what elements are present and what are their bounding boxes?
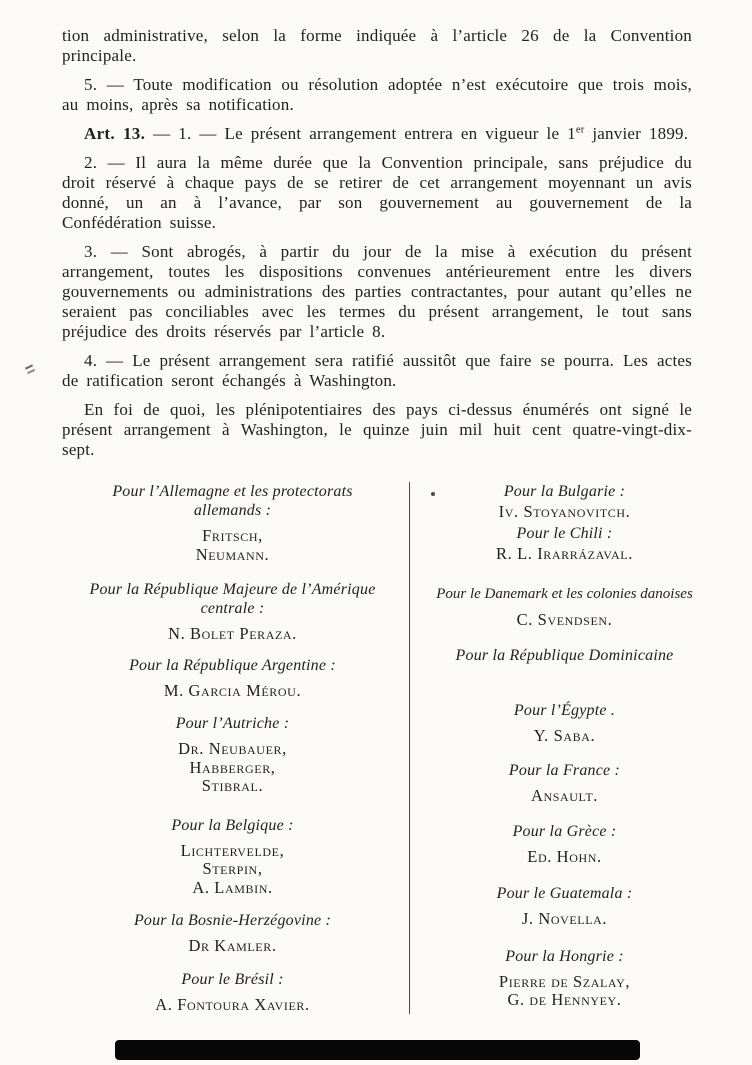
sig-country-title: Pour la Belgique : xyxy=(171,816,294,834)
sig-country-title: Pour l’Allemagne et les protectorats allemands : xyxy=(112,483,353,519)
scan-dot-artifact xyxy=(431,492,435,496)
signatory-name: Ed. Hohn. xyxy=(527,846,602,866)
sig-country-title: Pour le Brésil : xyxy=(181,970,284,988)
article-13-body: — 1. — Le présent arrangement entrera en vigueur le 1 xyxy=(145,124,576,143)
sig-group-brazil xyxy=(62,970,403,1015)
sig-country-title: Pour la Grèce : xyxy=(512,822,617,840)
sig-group-argentina xyxy=(62,656,403,701)
signatory-name: Dr. Neubauer, xyxy=(178,739,287,758)
sig-group-belgium xyxy=(62,816,403,898)
sig-country-title: Pour la Hongrie : xyxy=(505,947,624,965)
signatory-name: Dr Kamler. xyxy=(188,936,277,955)
signatory-name: A. Lambin. xyxy=(192,877,273,897)
signatory-name: N. Bolet Peraza. xyxy=(168,624,297,643)
article-13-label: Art. 13. xyxy=(84,124,146,143)
signatory-name: A. Fontoura Xavier. xyxy=(155,994,310,1014)
signatory-name: Neumann. xyxy=(195,544,270,564)
signatory-name: Sterpin, xyxy=(202,859,263,878)
sig-group-denmark xyxy=(422,585,707,630)
paragraph-en-foi-de-quoi: En foi de quoi, les plénipotentiaires des pays ci-dessus énumérés ont signé le présent arrangement à Washington, le quinze juin mil huit cent quatre-vingt-dix-sept. xyxy=(62,400,692,459)
signature-columns xyxy=(62,482,707,1014)
paragraph-article-13 xyxy=(62,124,692,144)
signatory-name: Habberger, xyxy=(189,757,276,777)
signatory-name: G. de Hennyey. xyxy=(507,990,622,1009)
text-block xyxy=(62,26,692,1014)
sig-country-title: Pour la France : xyxy=(508,762,621,779)
sig-group-chile xyxy=(422,524,707,564)
signatory-name: J. Novella. xyxy=(521,909,608,928)
sig-group-germany xyxy=(62,482,403,564)
signatory-name: R. L. Irarrázaval. xyxy=(496,543,633,563)
sig-group-guatemala xyxy=(422,884,707,929)
paragraph-clause-4: 4. — Le présent arrangement sera ratifié aussitôt que faire se pourra. Les actes de ratification seront échangés à Washington. xyxy=(62,351,692,390)
signatory-name: Lichtervelde, xyxy=(180,840,285,860)
paragraph-clause-3: 3. — Sont abrogés, à partir du jour de la mise à exécution du présent arrangement, toutes les dispositions convenues antérieurement entre les divers gouvernements ou administrations des parties contractantes, pour autant qu’elles ne seraient pas conciliables avec les termes du présent arrangement, le tout sans préjudice des droits réservés par l’article 8. xyxy=(62,242,692,341)
sig-group-austria xyxy=(62,714,403,796)
sig-group-bosnia-herzegovina xyxy=(62,911,403,956)
signatory-name: Stibral. xyxy=(201,776,264,795)
paragraph-clause-2: 2. — Il aura la même durée que la Convention principale, sans préjudice du droit réservé à chaque pays de se retirer de cet arrangement moyennant un avis donné, un an à l’avance, par son gouvernement au gouvernement de la Confédération suisse. xyxy=(62,153,692,232)
sig-group-dominican-republic xyxy=(422,646,707,665)
sig-country-title: Pour l’Autriche : xyxy=(175,715,290,732)
sig-group-central-america xyxy=(62,580,403,644)
signatory-name: C. Svendsen. xyxy=(516,610,613,629)
scan-speck-artifact xyxy=(25,364,33,369)
sig-group-greece xyxy=(422,822,707,867)
sig-group-france xyxy=(422,761,707,806)
sig-group-hungary xyxy=(422,947,707,1010)
sig-country-title: Pour la République Argentine : xyxy=(129,656,336,674)
sig-country-title: Pour la République Dominicaine xyxy=(455,646,674,664)
paragraph-clause-5: 5. — Toute modification ou résolution adoptée n’est exécutoire que trois mois, au moins, après sa notification. xyxy=(62,75,692,114)
sig-country-title: Pour la Bulgarie : xyxy=(503,483,626,500)
sig-country-title: Pour le Guatemala : xyxy=(496,885,633,902)
sig-country-title: Pour l’Égypte . xyxy=(513,701,616,719)
signatory-name: Y. Saba. xyxy=(533,725,596,745)
superscript-er: er xyxy=(575,124,585,136)
signatory-name: M. Garcia Mérou. xyxy=(163,680,302,700)
sig-country-title: Pour le Danemark et les colonies danoises xyxy=(436,586,693,602)
sig-country-title: Pour la Bosnie-Herzégovine : xyxy=(133,912,332,929)
sig-country-title: Pour le Chili : xyxy=(516,524,613,542)
sig-group-bulgaria xyxy=(422,482,707,522)
signatory-name: Ansault. xyxy=(530,786,599,805)
signatory-name: Fritsch, xyxy=(202,526,263,545)
paragraph-continuation: tion administrative, selon la forme indiquée à l’article 26 de la Convention principale. xyxy=(62,26,692,65)
sig-country-title: Pour la République Majeure de l’Amérique centrale : xyxy=(89,581,376,617)
signature-column-right xyxy=(410,482,707,1014)
sig-group-egypt xyxy=(422,701,707,746)
scan-artifact-bar xyxy=(115,1040,640,1060)
signatory-name: Iv. Stoyanovitch. xyxy=(498,502,631,521)
article-13-body-end: janvier 1899. xyxy=(584,124,689,143)
signature-column-left xyxy=(62,482,410,1014)
signatory-name: Pierre de Szalay, xyxy=(498,971,631,991)
